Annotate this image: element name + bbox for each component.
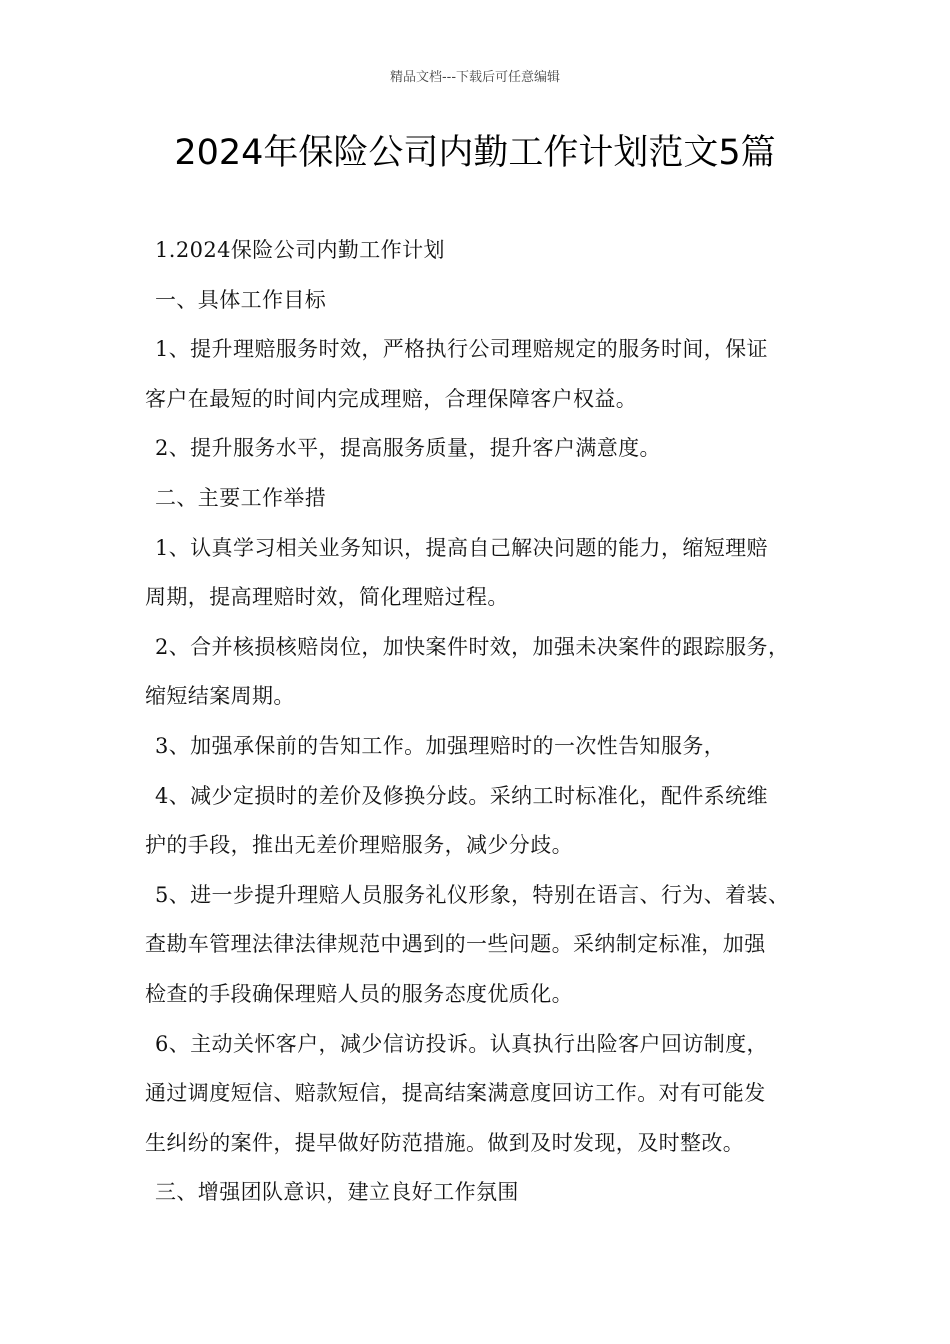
text-line: 1、认真学习相关业务知识，提高自己解决问题的能力，缩短理赔 [155,535,768,560]
text-line: 检查的手段确保理赔人员的服务态度优质化。 [145,981,573,1006]
text-line: 1.2024保险公司内勤工作计划 [155,238,445,262]
text-line: 周期，提高理赔时效，简化理赔过程。 [145,585,509,610]
text-line: 6、主动关怀客户，减少信访投诉。认真执行出险客户回访制度， [155,1031,768,1056]
text-line: 2、合并核损核赔岗位，加快案件时效，加强未决案件的跟踪服务， [155,634,790,659]
text-line: 二、主要工作举措 [155,485,327,510]
text-line: 5、进一步提升理赔人员服务礼仪形象，特别在语言、行为、着装、 [155,882,790,907]
text-line: 查勘车管理法律法律规范中遇到的一些问题。采纳制定标准，加强 [145,932,766,957]
text-line: 3、加强承保前的告知工作。加强理赔时的一次性告知服务， [155,733,726,758]
text-line: 缩短结案周期。 [145,684,295,709]
text-line: 通过调度短信、赔款短信，提高结案满意度回访工作。对有可能发 [145,1081,766,1106]
text-line: 护的手段，推出无差价理赔服务，减少分歧。 [145,833,573,858]
text-line: 2、提升服务水平，提高服务质量，提升客户满意度。 [155,436,661,461]
text-line: 生纠纷的案件，提早做好防范措施。做到及时发现，及时整改。 [145,1130,745,1155]
document-body [145,226,835,1218]
text-line: 4、减少定损时的差价及修换分歧。采纳工时标准化，配件系统维 [155,783,768,808]
text-line: 1、提升理赔服务时效，严格执行公司理赔规定的服务时间，保证 [155,337,768,362]
text-line: 一、具体工作目标 [155,287,327,312]
text-line: 三、增强团队意识，建立良好工作氛围 [155,1180,519,1205]
header-note: 精品文档---下载后可任意编辑 [389,70,561,85]
text-line: 客户在最短的时间内完成理赔，合理保障客户权益。 [145,386,638,411]
document-title: 2024年保险公司内勤工作计划范文5篇 [174,133,776,173]
